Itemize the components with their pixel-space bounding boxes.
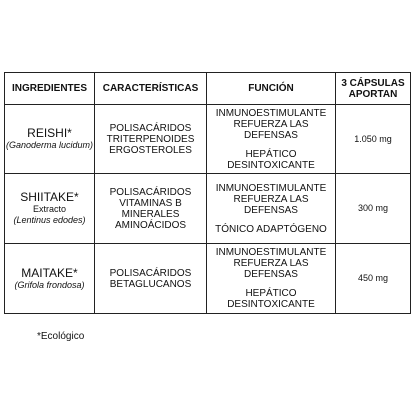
ingredient-name: SHIITAKE*: [20, 190, 79, 204]
ingredient-name: MAITAKE*: [21, 265, 78, 280]
characteristics-cell: POLISACÁRIDOS VITAMINAS B MINERALES AMINOÁCIDOS: [95, 174, 207, 244]
function-text: INMUNOESTIMULANTE REFUERZA LAS DEFENSAS: [215, 107, 327, 141]
ingredient-subtitle: Extracto: [32, 204, 66, 214]
table-row: [5, 174, 411, 244]
header-funcion: FUNCIÓN: [207, 73, 336, 105]
dose-cell: 300 mg: [336, 174, 411, 244]
function-cell: [207, 105, 336, 174]
ingredient-cell: [5, 244, 95, 314]
function-cell: [207, 174, 336, 244]
characteristics-cell: POLISACÁRIDOS TRITERPENOIDES ERGOSTEROLES: [95, 105, 207, 174]
ingredient-cell: [5, 105, 95, 174]
ingredient-cell: [5, 174, 95, 244]
function-text: INMUNOESTIMULANTE REFUERZA LAS DEFENSAS: [215, 247, 327, 280]
table-row: [5, 244, 411, 314]
characteristics-cell: POLISACÁRIDOS BETAGLUCANOS: [95, 244, 207, 314]
ingredient-name: REISHI*: [27, 126, 72, 140]
header-caracteristicas: CARACTERÍSTICAS: [95, 73, 207, 105]
dose-cell: 450 mg: [336, 244, 411, 314]
dose-cell: 1.050 mg: [336, 105, 411, 174]
ingredient-scientific-name: (Lentinus edodes): [13, 215, 86, 225]
function-cell: [207, 244, 336, 314]
table-row: [5, 105, 411, 174]
function-text: HEPÁTICO DESINTOXICANTE: [227, 288, 315, 310]
header-aportan: 3 CÁPSULAS APORTAN: [336, 73, 411, 105]
ingredient-scientific-name: (Ganoderma lucidum): [5, 140, 94, 150]
function-text: HEPÁTICO DESINTOXICANTE: [227, 148, 315, 171]
table-header-row: [5, 73, 411, 105]
function-text: INMUNOESTIMULANTE REFUERZA LAS DEFENSAS: [215, 182, 327, 216]
function-text: TÓNICO ADAPTÓGENO: [215, 223, 327, 235]
ingredient-scientific-name: (Grifola frondosa): [14, 279, 85, 290]
header-ingredientes: INGREDIENTES: [5, 73, 95, 105]
ingredients-table: [4, 72, 411, 314]
footnote: *Ecológico: [37, 331, 85, 342]
